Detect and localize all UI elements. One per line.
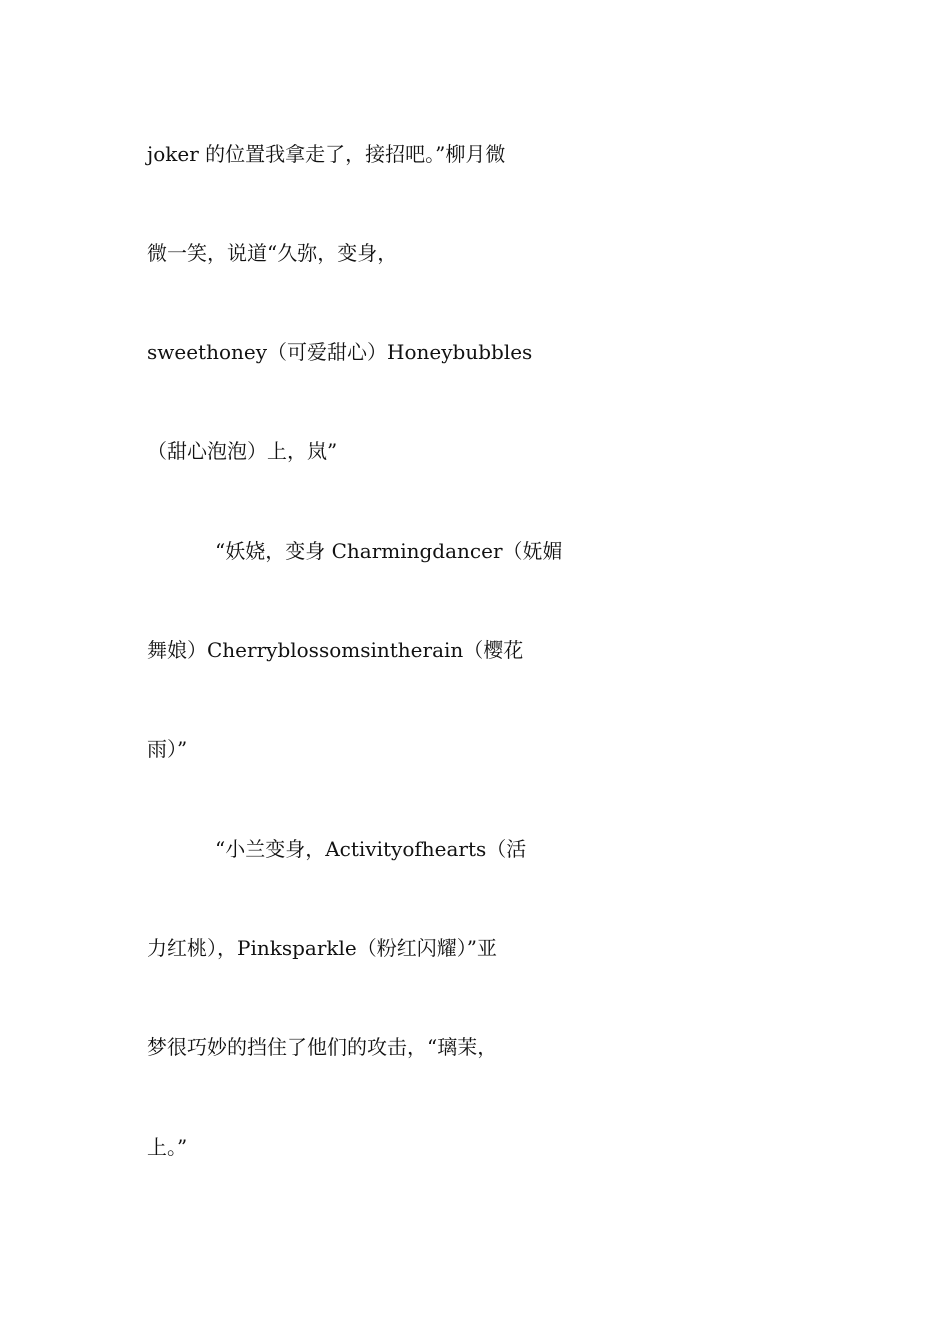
text-line-2: 微一笑，说道“久弥，变身， (147, 241, 398, 265)
text-line-9: 力红桃），Pinksparkle（粉红闪耀）”亚 (147, 936, 497, 960)
text-line-8: “小兰变身，Activityofhearts（活 (215, 837, 527, 861)
text-line-11: 上。” (147, 1135, 188, 1159)
text-line-5: “妖娆，变身 Charmingdancer（妩媚 (215, 539, 563, 563)
text-line-7: 雨）” (147, 737, 188, 761)
text-line-10: 梦很巧妙的挡住了他们的攻击，“璃茉， (147, 1035, 498, 1059)
text-line-6: 舞娘）Cherryblossomsintherain（樱花 (147, 638, 524, 662)
text-line-1: joker 的位置我拿走了，接招吧。”柳月微 (147, 142, 506, 166)
text-line-3: sweethoney（可爱甜心）Honeybubbles (147, 340, 533, 364)
text-line-4: （甜心泡泡）上，岚” (147, 439, 338, 463)
